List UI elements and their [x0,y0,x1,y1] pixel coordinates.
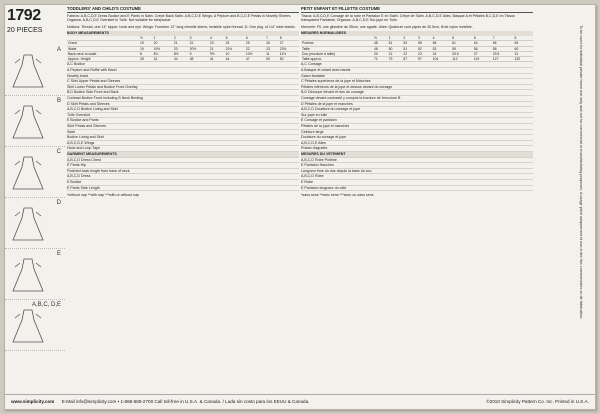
measure-value: 25.5 [451,51,473,56]
dress-sketch-icon [11,306,45,346]
measure-value: 22 [189,41,209,46]
yardage-section-label: Tulle Overskirt [67,113,299,119]
view-thumbnail [5,147,65,198]
yardage-section-label: Finished back length from base of neck [67,169,299,175]
yardage-section-label: GARMENT MEASUREMENTS [67,152,299,158]
body-measurements-title: BODY MEASUREMENTS [67,31,299,36]
yardage-section-label: D Skirt Petals and Sleeves [67,102,299,108]
measure-row [301,57,533,62]
measure-value: 52 [279,57,299,62]
side-legal-text [543,25,591,385]
measure-value: 119 [473,57,492,62]
yardage-section-label: E Pants Side Length [67,186,299,192]
measure-value: 8¼ [153,51,173,56]
measure-value: 21½ [225,46,245,51]
measure-value: 24 [225,41,245,46]
size-header: 5 [451,36,473,41]
yardage-section-label: C Pétales supérieurs de la jupe et Manches [301,79,533,85]
measure-value: 25 [245,41,265,46]
size-header: 4 [209,36,225,41]
yardage-section-label: C Skirt Upper Petals and Sleeves [67,79,299,85]
yardage-section-label: Ceinture large [301,130,533,136]
measure-value: 71 [373,57,388,62]
measure-value: 56 [473,46,492,51]
measure-value: 50 [265,57,279,62]
french-yardage-sections [301,62,533,191]
measure-value: 31 [514,51,533,56]
size-header: 2 [402,36,417,41]
yardage-section-label: Galon fantaisie [301,74,533,80]
yardage-section-label: A Peplum and Ruffle with Band [67,68,299,74]
measure-label: Taille [301,46,373,51]
yardage-section-label: B,D Découpe devant et dos du corsage [301,90,533,96]
pattern-pieces: 20 PIECES [7,27,43,34]
measure-label: Back-neck to waist [67,51,139,56]
measure-label: Waist [67,46,139,51]
size-header: 8 [514,36,533,41]
measure-value: 48 [373,41,388,46]
measure-value: 66 [492,41,514,46]
measure-value: 38 [189,57,209,62]
dress-sketch-icon [11,255,45,295]
contact-text: E-Mail info@simplicity.com • 1-888-588-2700 Call toll-free in U.S.A. & Canada. / Lada sin costo para los EEUU & Canada. [61,399,310,404]
size-header: 5 [225,36,245,41]
dress-sketch-icon [11,102,45,142]
mercerie-text: Mercerie: Fil, une glissière de 35cm, une agrafe. Ailes: Quatorze cure-pipes de 30.5cm, fil de nylon invisible. [301,24,473,29]
measure-value: 9½ [209,51,225,56]
measure-label: Dos (encolure à taille) [301,51,373,56]
measure-value: 53 [432,46,451,51]
yardage-section-label: A,C Corsage [301,62,533,68]
yardage-section-label: E Bodice [67,180,299,186]
english-measure-table [67,36,299,62]
mesures-title: MESURES NORMALISEES [301,31,533,36]
measure-value: 127 [492,57,514,62]
pattern-number: 1792 [7,7,41,24]
yardage-section-label: Skirt Petals and Sleeves [67,124,299,130]
view-thumbnail [5,96,65,147]
measure-value: 19 [139,46,153,51]
yardage-section-label: A Basque et volant avec bande [301,68,533,74]
measure-value: 21 [388,51,403,56]
measure-value: 34 [173,57,189,62]
size-header: ½ [139,36,153,41]
measure-value: 55 [451,46,473,51]
dress-sketch-icon [11,51,45,91]
measure-value: 20 [173,46,189,51]
yardage-section-label: Sash [67,130,299,136]
size-header: 6 [245,36,265,41]
measure-value: 97 [417,57,432,62]
view-thumbnail [5,45,65,96]
view-thumbnails [5,45,65,351]
measure-value: 60 [514,46,533,51]
yardage-section-label: Ruban d'agrafes [301,146,533,152]
view-thumbnail [5,198,65,249]
measure-value: 10½ [245,51,265,56]
view-label: C [56,149,61,155]
english-legend: *without nap **with nap ***with or without nap [67,193,140,198]
yardage-section-label: A,B,C,D Robe Poitrine [301,158,533,164]
measure-label: Taille approx. [301,57,373,62]
measure-value: 56 [417,41,432,46]
measure-value: 51 [402,46,417,51]
size-header: 8 [279,36,299,41]
yardage-section-label: E Corsage et pantalon [301,118,533,124]
dress-sketch-icon [11,153,45,193]
measure-value: 53 [402,41,417,46]
footer [5,394,595,409]
measure-value: 22 [402,51,417,56]
english-yardage-sections [67,62,299,191]
measure-value: 47 [245,57,265,62]
size-header: 7 [265,36,279,41]
measure-value: 52 [417,46,432,51]
pattern-envelope-back [4,4,596,410]
measure-value: 61 [451,41,473,46]
measure-value: 50 [388,46,403,51]
french-column [301,7,533,198]
measure-value: 29.5 [492,51,514,56]
size-header: 1 [388,36,403,41]
size-header: 7 [492,36,514,41]
measure-value: 51 [388,41,403,46]
size-header: 2 [173,36,189,41]
measure-value: 24 [432,51,451,56]
measure-value: 11 [265,51,279,56]
measure-value: 19 [139,41,153,46]
french-measure-table [301,36,533,62]
measure-value: 10 [225,51,245,56]
size-header: 6 [473,36,492,41]
measure-value: 31 [153,57,173,62]
measure-value: 104 [432,57,451,62]
view-thumbnail [5,300,65,351]
measure-value: 79 [388,57,403,62]
measure-value: 58 [432,41,451,46]
measure-value: 19½ [153,46,173,51]
yardage-section-label: Corsage devant contrasté y compris la bordure de l'encolure B [301,96,533,102]
yardage-section-label: Doublure du corsage et jupe [301,135,533,141]
measure-value: 8 [139,51,153,56]
yardage-section-label: A,B,C,D,E Wings [67,141,299,147]
yardage-section-label: MESURES DU VETEMENT [301,152,533,158]
measure-value: 11½ [279,51,299,56]
view-label: D [56,200,61,206]
yardage-section-label: Skirt Lower Petals and Bodice Front Overlay [67,85,299,91]
measure-value: 23½ [279,46,299,51]
yardage-section-label: Hook and Loop Tape [67,146,299,152]
yardage-section-label: A,B,C,D,E Ailes [301,141,533,147]
measure-value: 23 [265,46,279,51]
view-label: E [56,251,61,257]
measure-label: Approx. Height [67,57,139,62]
dress-sketch-icon [11,204,45,244]
fabrics-text: Fabrics: A,B,C,D,E Dress Bodice and E Pants in Satin. Crepe Back Satin. A,B,C,D,E Wings, A Peplum and B,C,D,E Petals in Novelty Sheers. Organza. A,B,C,D,E Overskirt in Tulle. Not suitable for sleepwear. [67,13,292,23]
yardage-section-label: Pétales inférieurs de la jupe et dessus devant du corsage [301,85,533,91]
notions-text: Notions: Thread, one 14" zipper, hook and eye. Wings: Fourteen 12" long chenille stems, invisible nylon thread. D: One pkg. of 1/4" wide elastic. [67,24,296,29]
yardage-section-label: A,B,C,D Dress [67,174,299,180]
yardage-section-label: E Bodice and Pants [67,118,299,124]
measure-value: 9 [189,51,209,56]
yardage-section-label: Bodice Lining and Skirt [67,135,299,141]
measure-value: 23 [417,51,432,56]
measure-row [67,57,299,62]
measure-value: 20½ [189,46,209,51]
left-column [5,5,61,365]
measure-value: 41 [209,57,225,62]
yardage-section-label: E Pantalon longueur du côté [301,186,533,192]
yardage-section-label: A,B,C,D Bodice Lining and Skirt [67,107,299,113]
measure-value: 20 [373,51,388,56]
yardage-section-label: E Robe [301,180,533,186]
measure-value: 21 [173,41,189,46]
yardage-section-label: B,D Bodice Side Front and Back [67,90,299,96]
french-legend: *sans sens **avec sens ***avec ou sans sens [301,193,374,198]
measure-value: 22 [245,46,265,51]
measure-value: 48 [373,46,388,51]
english-column [67,7,299,198]
measure-value: 87 [402,57,417,62]
size-header: 4 [432,36,451,41]
size-header: 1 [153,36,173,41]
measure-value: 58 [492,46,514,51]
yardage-section-label: Pétales de la jupe et manches [301,124,533,130]
yardage-section-label: E Pantalon Hanches [301,163,533,169]
yardage-section-label: A,B,C,D Robe [301,174,533,180]
view-thumbnail [5,249,65,300]
french-title: PETIT ENFANT ET FILLETTE COSTUME [301,7,533,13]
english-title: TODDLERS' AND CHILD'S COSTUME [67,7,299,13]
measure-value: 21 [209,46,225,51]
view-label: B [56,98,61,104]
yardage-section-label: A,B,C,D Dress Chest [67,158,299,164]
tissus-text: Tissus: A,B,C,D,E Corsage de la robe et Pantalon E en Satin. Crêpe de Satin. A,B,C,D,E Ailes, Basque A et Pétales B,C,D,E en Tissus transparent Fantaisie, Organza. A,B,C,D,E Sur-jupe en Tulle. [301,13,515,23]
yardage-section-label: Longueur finie du dos depuis la base du cou [301,169,533,175]
measure-value: 8½ [173,51,189,56]
yardage-section-label: D Pétales de la jupe et manches [301,102,533,108]
measure-value: 69 [514,41,533,46]
yardage-section-label: A,B,C,D Doublure du corsage et jupe [301,107,533,113]
legal-text: To be used for individual private home use only and not for commercial or manufacturing purposes. A usage privé uniquement et non à des fins commerciales ou de fabrication. [579,25,583,320]
measure-value: 28 [139,57,153,62]
yardage-section-label: Sur-jupe en tulle [301,113,533,119]
copyright: ©2010 Simplicity Pattern Co. Inc. Printed in U.S.A. [486,399,589,404]
yardage-section-label: Novelty braid [67,74,299,80]
size-header: 3 [189,36,209,41]
simplicity-website: www.simplicity.com [11,399,55,404]
measure-value: 132 [514,57,533,62]
measure-label: Poitrine [301,41,373,46]
yardage-section-label: Contrast Bodice Front Including B Neck Binding [67,96,299,102]
size-header: ½ [373,36,388,41]
yardage-section-label: E Pants Hip [67,163,299,169]
measure-label: Chest [67,41,139,46]
measure-value: 112 [451,57,473,62]
measure-value: 26 [265,41,279,46]
measure-value: 27 [473,51,492,56]
measure-value: 27 [279,41,299,46]
measure-value: 23 [209,41,225,46]
size-header: 3 [417,36,432,41]
view-label: A,B,C, D,E [31,302,61,308]
measure-value: 64 [473,41,492,46]
measure-value: 44 [225,57,245,62]
measure-value: 20 [153,41,173,46]
view-label: A [56,47,61,53]
yardage-section-label: A,C Bodice [67,62,299,68]
